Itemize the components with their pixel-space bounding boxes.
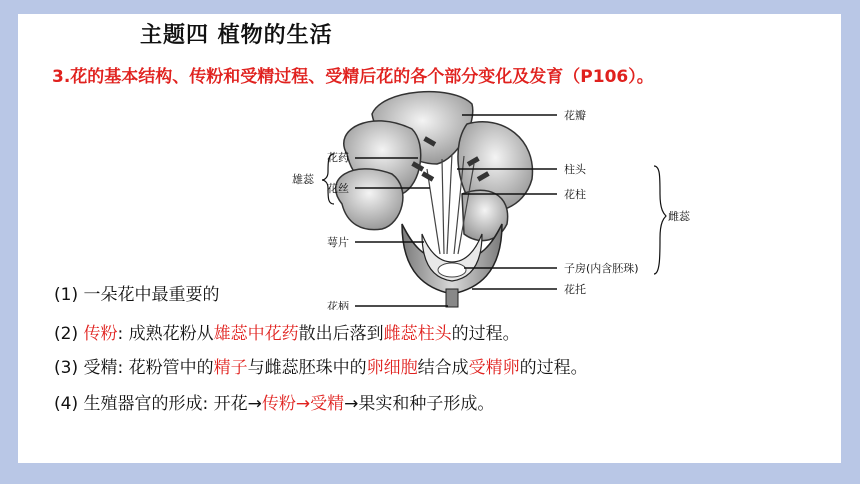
label-anther: 花药	[327, 151, 349, 164]
term-anther: 雄蕊中花药	[213, 324, 299, 344]
subtitle: 3.花的基本结构、传粉和受精过程、受精后花的各个部分变化及发育（P106）。	[52, 67, 654, 87]
text-segment: (3) 受精: 花粉管中的	[54, 358, 214, 378]
label-receptacle: 花托	[564, 283, 586, 296]
term-zygote: 受精卵	[468, 358, 520, 378]
term-pollination: 传粉	[83, 324, 118, 344]
term-stigma: 雌蕊柱头	[383, 324, 452, 344]
text-segment: 的过程。	[451, 324, 520, 344]
pedicel-stem	[446, 289, 458, 307]
label-pistil: 雌蕊	[668, 210, 690, 223]
term-sperm: 精子	[213, 358, 248, 378]
point-3-fertilization	[54, 353, 588, 378]
slide	[18, 14, 841, 463]
point-2-pollination	[54, 319, 520, 344]
label-filament: 花丝	[327, 182, 349, 195]
label-ovary: 子房(内含胚珠)	[564, 262, 639, 275]
pistil-brace	[654, 166, 666, 274]
ovule	[438, 263, 466, 277]
flower-structure-diagram	[252, 84, 692, 310]
text-segment: 的过程。	[519, 358, 588, 378]
point-2-number: (2)	[54, 324, 84, 344]
label-stigma: 柱头	[564, 163, 586, 176]
label-petal: 花瓣	[564, 109, 586, 122]
term-egg-cell: 卵细胞	[366, 358, 418, 378]
label-sepal: 萼片	[327, 236, 349, 249]
label-style: 花柱	[564, 188, 586, 201]
text-segment: →果实和种子形成。	[344, 394, 495, 414]
term-pollination-fertilization: 传粉→受精	[261, 394, 345, 414]
label-stamen: 雄蕊	[292, 173, 314, 186]
text-segment: 散出后落到	[298, 324, 384, 344]
point-1-text: (1) 一朵花中最重要的	[54, 285, 220, 305]
label-pedicel: 花柄	[327, 300, 349, 310]
text-segment: 与雌蕊胚珠中的	[247, 358, 367, 378]
point-4-reproductive-organs	[54, 389, 494, 414]
text-segment: 结合成	[417, 358, 469, 378]
page-title: 主题四 植物的生活	[140, 23, 333, 48]
text-segment: : 成熟花粉从	[117, 324, 214, 344]
text-segment: (4) 生殖器官的形成: 开花→	[54, 394, 262, 414]
